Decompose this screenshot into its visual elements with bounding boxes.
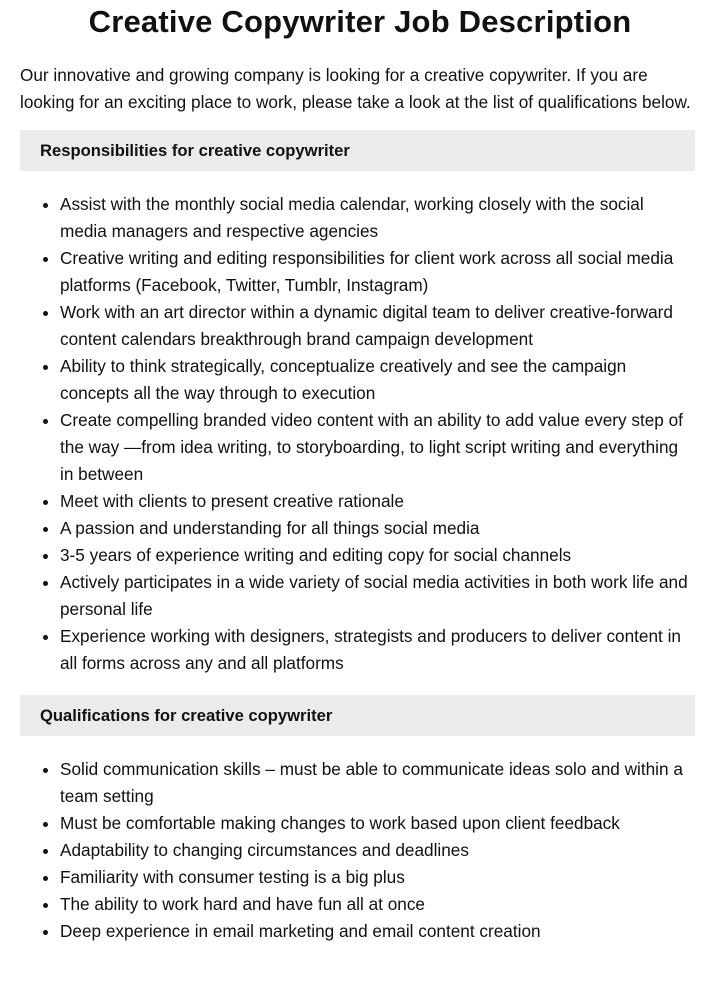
list-item: • A passion and understanding for all things social media [60, 515, 695, 542]
list-item: • Familiarity with consumer testing is a big plus [60, 864, 695, 891]
list-item: • Ability to think strategically, conceptualize creatively and see the campaign concepts all the way through to execution [60, 353, 695, 407]
list-item: • Assist with the monthly social media calendar, working closely with the social media managers and respective agencies [60, 191, 695, 245]
page-title: Creative Copywriter Job Description [88, 4, 632, 39]
list-item: • Creative writing and editing responsibilities for client work across all social media platforms (Facebook, Twitter, Tumblr, Instagram) [60, 245, 695, 299]
list-item: • The ability to work hard and have fun all at once [60, 891, 695, 918]
responsibilities-heading: Responsibilities for creative copywriter [20, 130, 695, 171]
list-item: • Must be comfortable making changes to work based upon client feedback [60, 810, 695, 837]
list-item: • Actively participates in a wide variety of social media activities in both work life and personal life [60, 569, 695, 623]
list-item: • Experience working with designers, strategists and producers to deliver content in all forms across any and all platforms [60, 623, 695, 677]
qualifications-list [20, 756, 695, 945]
list-item: • Work with an art director within a dynamic digital team to deliver creative-forward content calendars breakthrough brand campaign development [60, 299, 695, 353]
list-item: • 3-5 years of experience writing and editing copy for social channels [60, 542, 695, 569]
list-item: • Create compelling branded video content with an ability to add value every step of the way —from idea writing, to storyboarding, to light script writing and everything in between [60, 407, 695, 488]
list-item: • Adaptability to changing circumstances and deadlines [60, 837, 695, 864]
list-item: • Deep experience in email marketing and email content creation [60, 918, 695, 945]
responsibilities-list [20, 191, 695, 677]
qualifications-heading: Qualifications for creative copywriter [20, 695, 695, 736]
intro-paragraph: Our innovative and growing company is looking for a creative copywriter. If you are looking for an exciting place to work, please take a look at the list of qualifications below. [20, 65, 691, 112]
list-item: • Solid communication skills – must be able to communicate ideas solo and within a team setting [60, 756, 695, 810]
list-item: • Meet with clients to present creative rationale [60, 488, 695, 515]
